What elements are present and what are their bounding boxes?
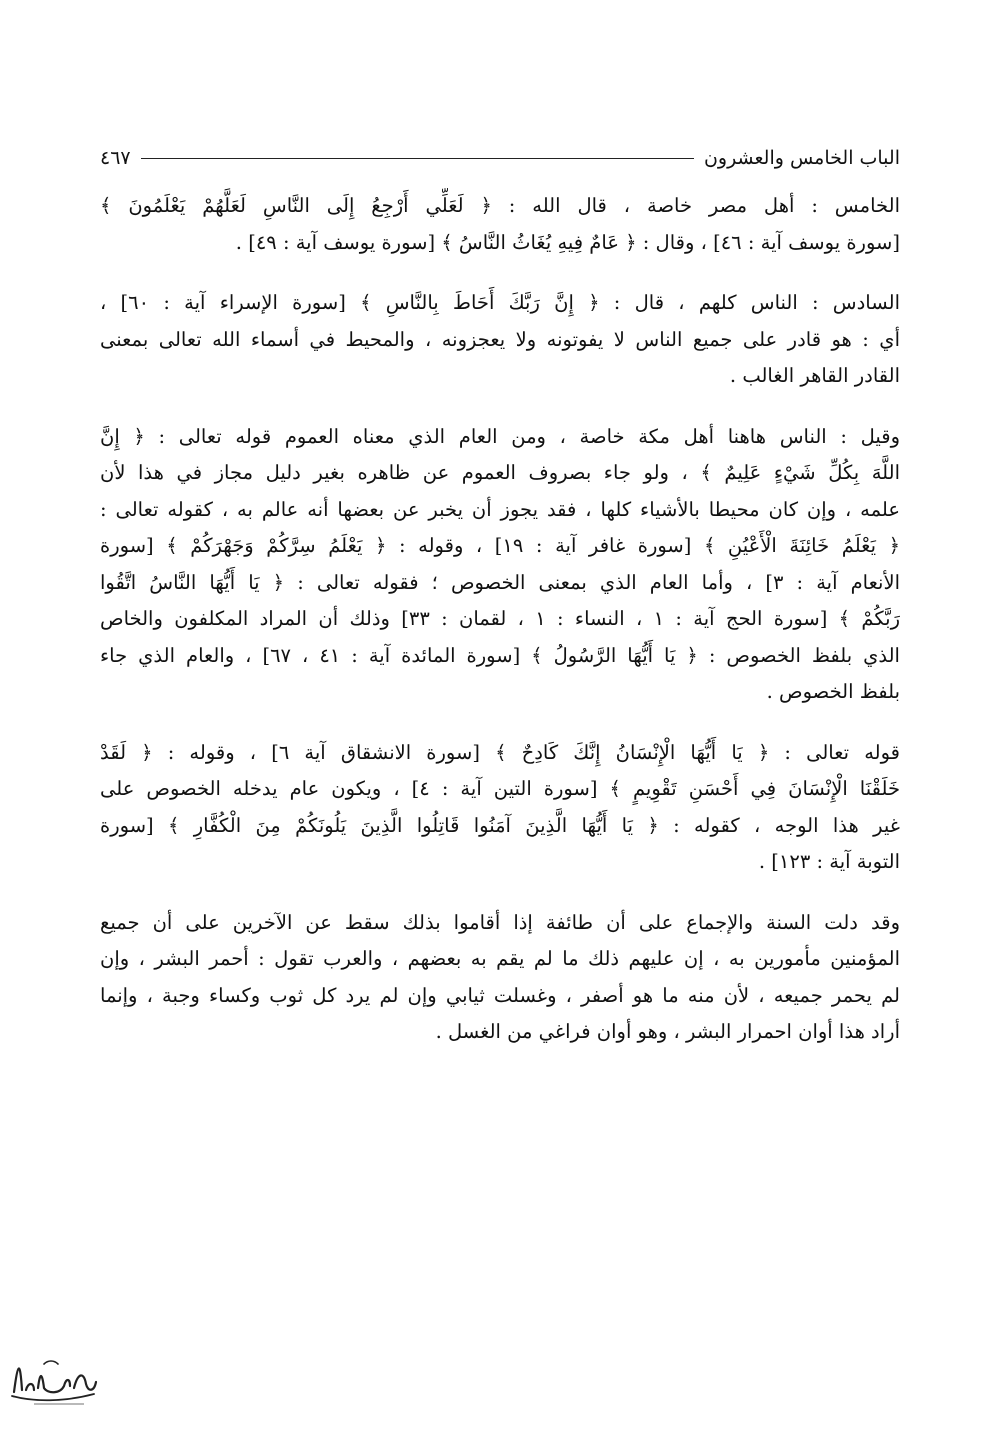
chapter-title: الباب الخامس والعشرون [703, 147, 900, 169]
text-line: لم يحمر جميعه ، لأن منه ما هو أصفر ، وغسلت ثيابي وإن لم يرد كل ثوب وكساء وجبة ، وإنما [100, 983, 900, 1007]
paragraph-sixth [100, 285, 900, 395]
text-line: الذي بلفظ الخصوص : ﴿ يَا أَيُّهَا الرَّسُولُ ﴾ [سورة المائدة آية : ٤١ ، ٦٧] ، والعام الذي جاء [100, 643, 900, 667]
text-line: بلفظ الخصوص . [766, 680, 900, 703]
text-line: قوله تعالى : ﴿ يَا أَيُّهَا الْإِنْسَانُ إِنَّكَ كَادِحٌ ﴾ [سورة الانشقاق آية ٦] ، وقوله : ﴿ لَقَدْ [100, 740, 900, 764]
paragraph-verses [100, 735, 900, 881]
paragraph-consensus [100, 905, 900, 1051]
text-line: وقيل : الناس هاهنا أهل مكة خاصة ، ومن العام الذي معناه العموم قوله تعالى : ﴿ إِنَّ [100, 424, 900, 448]
page-body [100, 140, 900, 1051]
text-line: غير هذا الوجه ، كقوله : ﴿ يَا أَيُّهَا الَّذِينَ آمَنُوا قَاتِلُوا الَّذِينَ يَلُونَكُمْ مِنَ الْكُفَّارِ ﴾ [سورة [100, 813, 900, 837]
header-rule [141, 158, 694, 159]
running-header [100, 140, 900, 176]
calligraphy-logo-icon [4, 1342, 100, 1418]
text-line: خَلَقْنَا الْإِنْسَانَ فِي أَحْسَنِ تَقْوِيمٍ ﴾ [سورة التين آية : ٤] ، ويكون عام يدخله الخصوص على [100, 777, 900, 800]
paragraph-general-specific [100, 419, 900, 711]
text-line: القادر القاهر الغالب . [729, 364, 900, 387]
text-line: السادس : الناس كلهم ، قال : ﴿ إِنَّ رَبَّكَ أَحَاطَ بِالنَّاسِ ﴾ [سورة الإسراء آية : ٦٠] ، [100, 291, 900, 314]
page-number: ٤٦٧ [100, 147, 131, 169]
text-line: علمه ، وإن كان محيطا بالأشياء كلها ، فقد يجوز أن يخبر عن بعضها أنه عالم به ، كقوله تعالى : [100, 497, 900, 521]
text-line: الأنعام آية : ٣] ، وأما العام الذي بمعنى الخصوص ؛ فقوله تعالى : ﴿ يَا أَيُّهَا النَّاسُ اتَّقُوا [100, 570, 900, 594]
text-line: ﴿ يَعْلَمُ خَائِنَةَ الْأَعْيُنِ ﴾ [سورة غافر آية : ١٩] ، وقوله : ﴿ يَعْلَمُ سِرَّكُمْ وَجَهْرَكُمْ ﴾ [سورة [100, 534, 900, 557]
text-line: رَبَّكُمْ ﴾ [سورة الحج آية : ١ ، النساء : ١ ، لقمان : ٣٣] وذلك أن المراد المكلفون والخاص [100, 607, 900, 630]
text-line: الخامس : أهل مصر خاصة ، قال الله : ﴿ لَعَلِّي أَرْجِعُ إِلَى النَّاسِ لَعَلَّهُمْ يَعْلَمُونَ ﴾ [100, 194, 900, 217]
text-line: أي : هو قادر على جميع الناس لا يفوتونه ولا يعجزونه ، والمحيط في أسماء الله تعالى بمعنى [100, 327, 900, 351]
paragraph-fifth [100, 188, 900, 261]
text-line: التوبة آية : ١٢٣] . [758, 850, 900, 873]
text-line: أراد هذا أوان احمرار البشر ، وهو أوان فراغي من الغسل . [435, 1020, 900, 1043]
publisher-logo [4, 1342, 100, 1418]
text-line: [سورة يوسف آية : ٤٦] ، وقال : ﴿ عَامٌ فِيهِ يُغَاثُ النَّاسُ ﴾ [سورة يوسف آية : ٤٩] . [235, 230, 900, 254]
text-line: وقد دلت السنة والإجماع على أن طائفة إذا أقاموا بذلك سقط عن الآخرين على أن جميع [100, 910, 900, 934]
text-line: اللَّهَ بِكُلِّ شَيْءٍ عَلِيمٌ ﴾ ، ولو جاء بصروف العموم عن ظاهره بغير دليل مجاز في هذا لأن [100, 461, 900, 484]
text-line: المؤمنين مأمورين به ، إن عليهم ذلك ما لم يقم به بعضهم ، والعرب تقول : أحمر البشر ، وإن [100, 947, 900, 970]
